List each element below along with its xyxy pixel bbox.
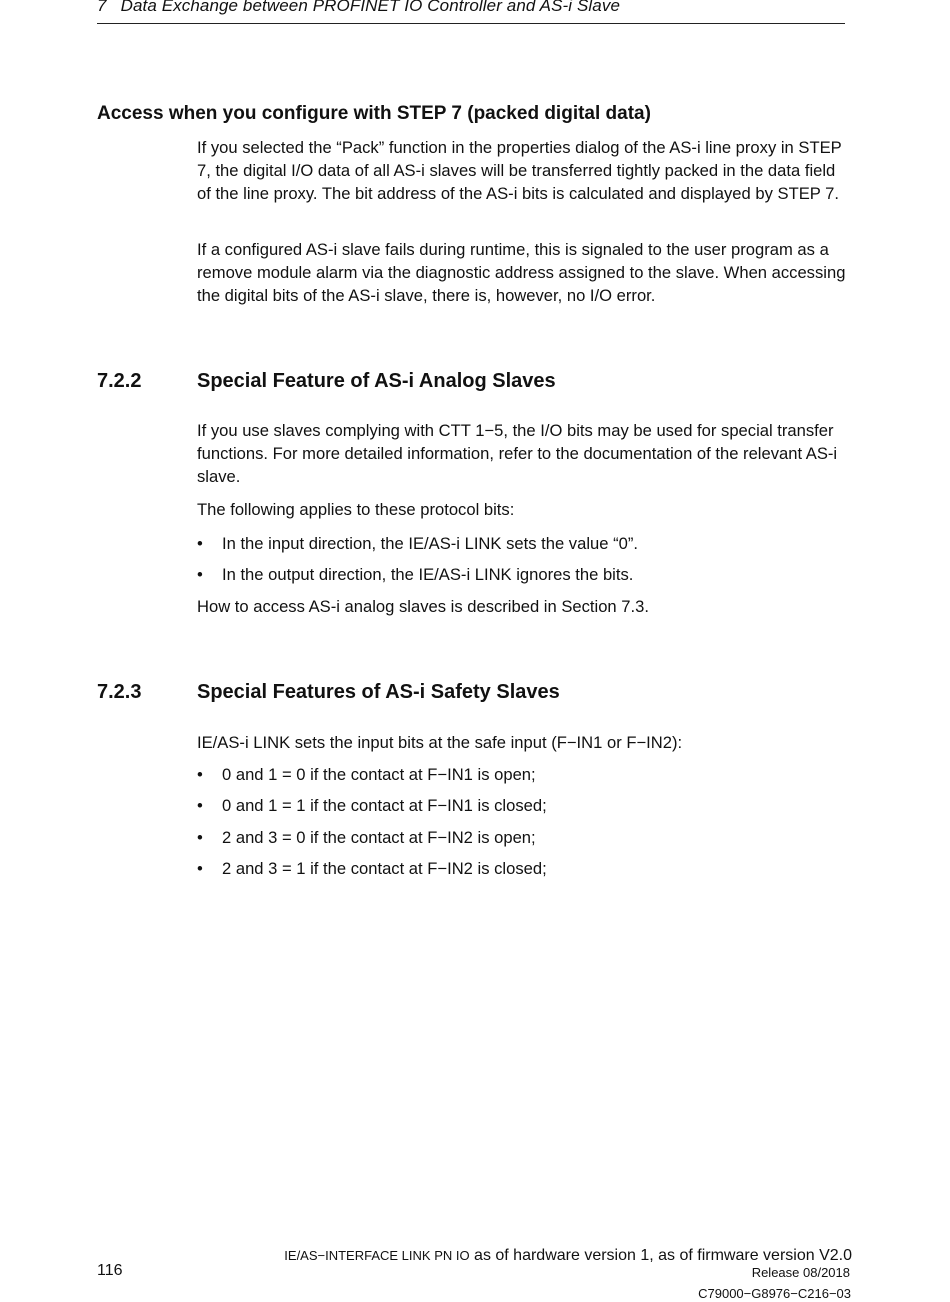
bullet-icon: • [197,796,203,815]
paragraph-text: If a configured AS-i slave fails during runtime, this is signaled to the user program as a remove module alarm via the diagnostic address assigned to the slave. When accessing the digital bits of the AS-i slave, there is, however, no I/O error. [197,240,846,305]
section-722-paragraph-1 [197,419,847,488]
section-722-closing: How to access AS-i analog slaves is described in Section 7.3. [197,597,649,616]
paragraph-text: If you selected the “Pack” function in the properties dialog of the AS-i line proxy in STEP 7, the digital I/O data of all AS-i slaves will be transferred tightly packed in the data field of the line proxy. The bit address of the AS-i bits is calculated and displayed by STEP 7. [197,138,842,203]
section-722-paragraph-2: The following applies to these protocol bits: [197,500,515,519]
bullet-icon: • [197,534,203,553]
list-item [197,826,536,849]
list-item [197,532,638,555]
section-723-intro: IE/AS-i LINK sets the input bits at the safe input (F−IN1 or F−IN2): [197,733,683,752]
list-item-text: In the output direction, the IE/AS-i LINK ignores the bits. [222,565,634,584]
subsection-paragraph-1 [197,136,847,205]
list-item [197,857,547,880]
paragraph-text: If you use slaves complying with CTT 1−5, the I/O bits may be used for special transfer functions. For more detailed information, refer to the documentation of the relevant AS-i slave. [197,421,838,486]
section-723-title: Special Features of AS-i Safety Slaves [197,681,560,703]
subsection-paragraph-2 [197,238,847,307]
footer-doc-number: C79000−G8976−C216−03 [698,1286,851,1301]
list-item-text: 0 and 1 = 0 if the contact at F−IN1 is open; [222,765,536,784]
section-722-title: Special Feature of AS-i Analog Slaves [197,370,556,392]
header-rule [97,23,845,24]
header-chapter-title: Data Exchange between PROFINET IO Controller and AS-i Slave [120,0,621,15]
list-item [197,563,633,586]
list-item [197,763,536,786]
header-chapter-number: 7 [97,0,107,15]
footer-version: as of hardware version 1, as of firmware version V2.0 [474,1247,852,1264]
subsection-heading: Access when you configure with STEP 7 (packed digital data) [97,103,651,124]
bullet-icon: • [197,859,203,878]
section-722-number: 7.2.2 [97,370,142,392]
list-item-text: 2 and 3 = 1 if the contact at F−IN2 is closed; [222,859,547,878]
list-item-text: 0 and 1 = 1 if the contact at F−IN1 is closed; [222,796,547,815]
list-item [197,794,547,817]
footer-product-name: IE/AS−INTERFACE LINK PN IO [284,1248,470,1263]
list-item-text: In the input direction, the IE/AS-i LINK sets the value “0”. [222,534,638,553]
section-723-number: 7.2.3 [97,681,142,703]
bullet-icon: • [197,765,203,784]
bullet-icon: • [197,565,203,584]
footer-product-line [284,1247,852,1265]
footer-release: Release 08/2018 [751,1265,850,1280]
page-number: 116 [97,1262,123,1279]
bullet-icon: • [197,828,203,847]
list-item-text: 2 and 3 = 0 if the contact at F−IN2 is open; [222,828,536,847]
running-header [97,0,857,16]
